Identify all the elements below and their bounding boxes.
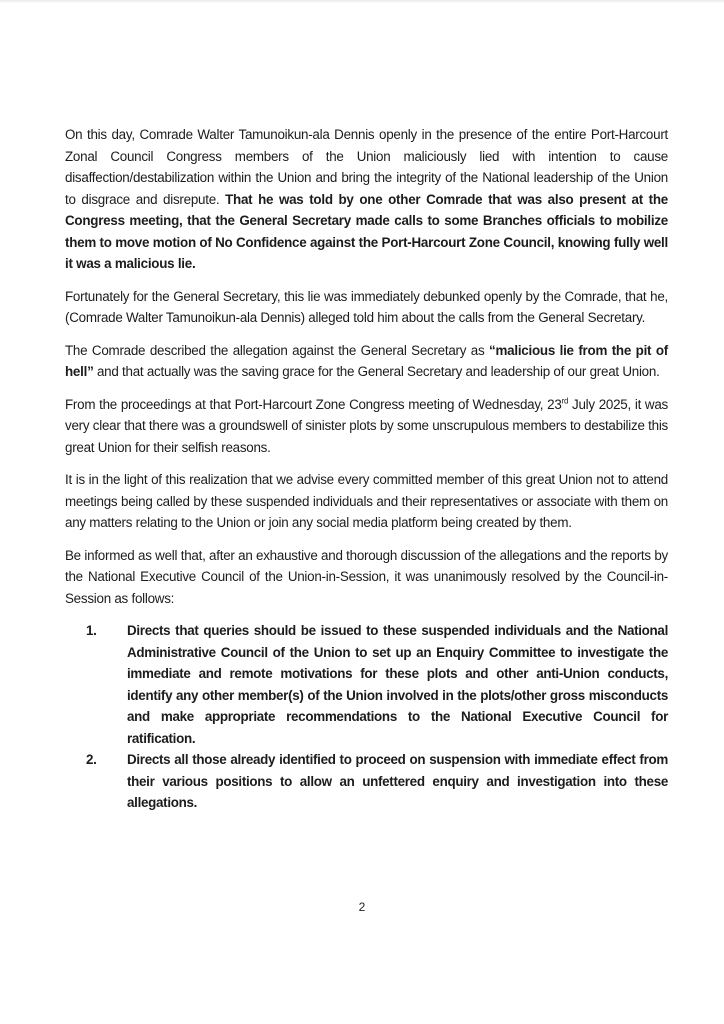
paragraph [65, 469, 668, 534]
resolutions-list [65, 620, 668, 814]
paragraph [65, 394, 668, 459]
text-segment: The Comrade described the allegation against the General Secretary as [65, 342, 490, 358]
text-segment: July 2025, it was very clear that there was a groundswell of sinister plots by some unscrupulous members to destabilize this great Union for their selfish reasons. [65, 396, 668, 455]
resolution-text: Directs all those already identified to proceed on suspension with immediate effect from their various positions to allow an unfettered enquiry and investigation into these allegations. [127, 752, 668, 810]
text-segment: It is in the light of this realization that we advise every committed member of this great Union not to attend meetings being called by these suspended individuals and their representatives or associate with them on any matters relating to the Union or join any social media platform being created by them. [65, 472, 668, 530]
paragraph [65, 124, 668, 275]
paragraph [65, 545, 668, 610]
scan-edge [0, 0, 724, 3]
bold-text-segment: That he was told by one other Comrade that was also present at the Congress meeting, that the General Secretary made calls to some Branches officials to mobilize them to move motion of No Confidence against the Port-Harcourt Zone Council, knowing fully well it was a malicious lie. [65, 191, 668, 271]
text-segment: and that actually was the saving grace for the General Secretary and leadership of our great Union. [93, 364, 660, 379]
document-page [65, 124, 668, 814]
resolution-item [65, 749, 668, 814]
text-segment: From the proceedings at that Port-Harcourt Zone Congress meeting of Wednesday, 23 [65, 396, 562, 412]
page-number: 2 [358, 900, 366, 914]
resolution-text: Directs that queries should be issued to these suspended individuals and the National Administrative Council of the Union to set up an Enquiry Committee to investigate the immediate and remote motivations for these plots and other anti-Union conducts, identify any other member(s) of the Union involved in the plots/other gross misconducts and make appropriate recommendations to the National Executive Council for ratification. [127, 623, 668, 746]
resolution-item [65, 620, 668, 749]
body-paragraphs [65, 124, 668, 609]
bold-text-segment: “malicious lie from the pit of hell” [65, 342, 668, 379]
resolution-number: 2. [86, 752, 97, 767]
resolution-number: 1. [86, 623, 97, 638]
paragraph [65, 340, 668, 383]
text-segment: On this day, Comrade Walter Tamunoikun-ala Dennis openly in the presence of the entire Port-Harcourt Zonal Council Congress members of the Union maliciously lied with intention to cause disaffection/destabilization within the Union and bring the integrity of the National leadership of the Union to disgrace and disrepute. [65, 127, 668, 207]
paragraph [65, 286, 668, 329]
text-segment: Be informed as well that, after an exhaustive and thorough discussion of the allegations and the reports by the National Executive Council of the Union-in-Session, it was unanimously resolved by the Council-in-Session as follows: [65, 547, 668, 606]
text-segment: Fortunately for the General Secretary, this lie was immediately debunked openly by the Comrade, that he, (Comrade Walter Tamunoikun-ala Dennis) alleged told him about the calls from the General Secretary. [65, 288, 668, 325]
superscript-segment: rd [561, 396, 569, 406]
